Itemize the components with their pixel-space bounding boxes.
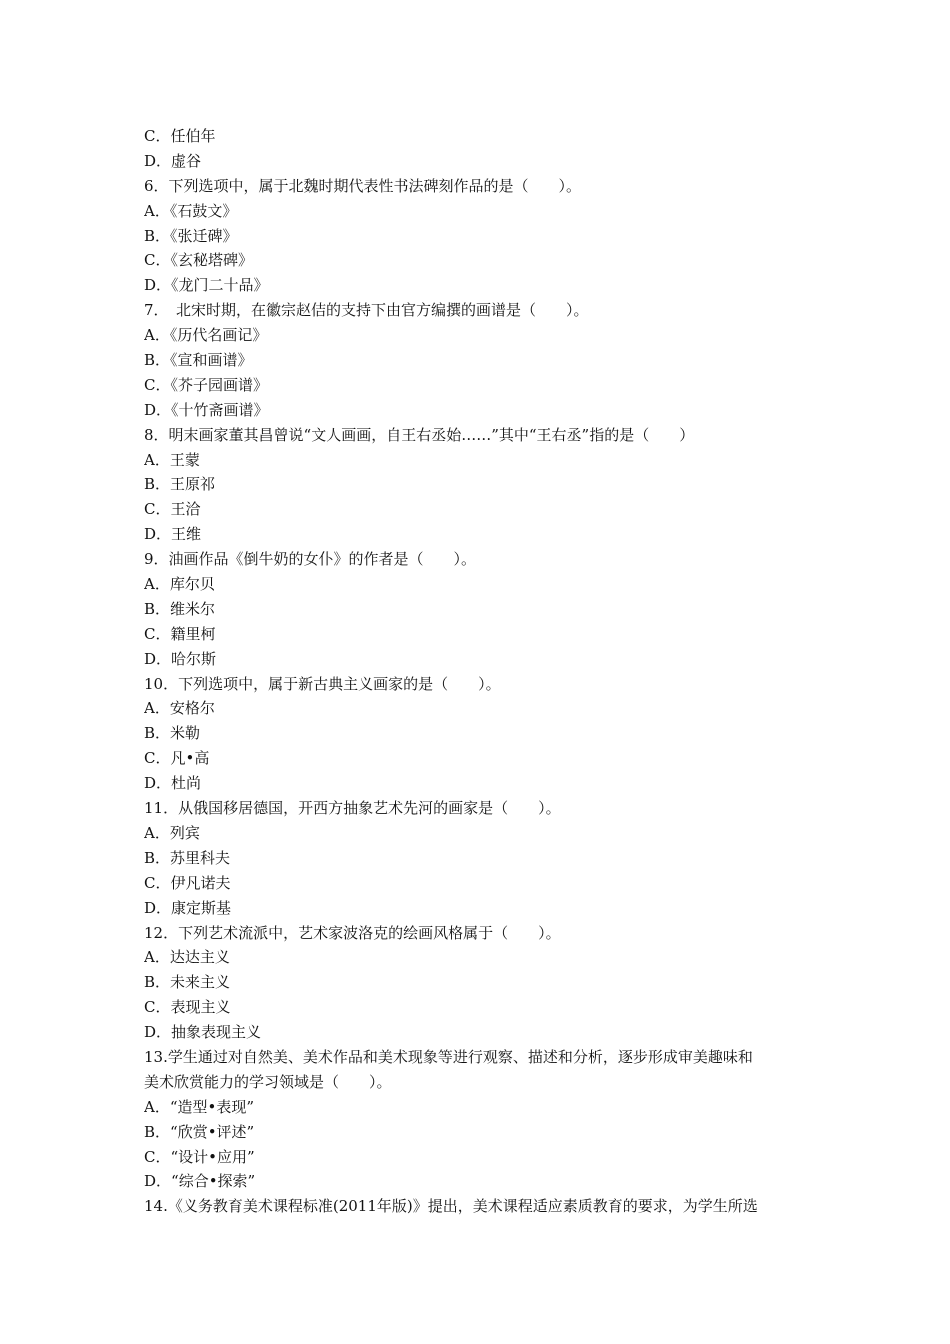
question-text: 7． 北宋时期，在徽宗赵佶的支持下由官方编撰的画谱是（ ）。	[144, 301, 589, 320]
answer-option: B．苏里科夫	[144, 848, 231, 867]
answer-option: B．“欣赏•评述”	[144, 1122, 255, 1141]
answer-option: C．伊凡诺夫	[144, 873, 231, 892]
answer-option: C．表现主义	[144, 998, 231, 1017]
question-text: 10．下列选项中，属于新古典主义画家的是（ ）。	[144, 674, 501, 693]
question-text: 12．下列艺术流派中，艺术家波洛克的绘画风格属于（ ）。	[144, 923, 561, 942]
answer-option: B．未来主义	[144, 973, 231, 992]
answer-option: A．列宾	[144, 823, 200, 842]
question-text: 8．明末画家董其昌曾说“文人画画，自王右丞始……”其中“王右丞”指的是（ ）	[144, 425, 695, 444]
answer-option: C．“设计•应用”	[144, 1147, 255, 1166]
answer-option: C．凡•高	[144, 749, 210, 768]
answer-option: D．《龙门二十品》	[144, 276, 269, 295]
answer-option: B．维米尔	[144, 599, 216, 618]
answer-option: B．《宣和画谱》	[144, 351, 253, 370]
answer-option: A．达达主义	[144, 948, 230, 967]
answer-option: D．“综合•探索”	[144, 1172, 256, 1191]
question-text: 11．从俄国移居德国，开西方抽象艺术先河的画家是（ ）。	[144, 799, 561, 818]
answer-option: A．库尔贝	[144, 575, 215, 594]
question-text: 13.学生通过对自然美、美术作品和美术现象等进行观察、描述和分析，逐步形成审美趣味和	[144, 1047, 753, 1066]
answer-option: C．籍里柯	[144, 624, 216, 643]
answer-option: C．《玄秘塔碑》	[144, 251, 253, 270]
answer-option: B．王原祁	[144, 475, 216, 494]
answer-option: C．任伯年	[144, 127, 216, 145]
answer-option: C．王洽	[144, 500, 201, 519]
answer-option: A．《石鼓文》	[144, 201, 238, 220]
answer-option: D．抽象表现主义	[144, 1023, 262, 1042]
answer-option: A．安格尔	[144, 699, 215, 718]
question-text: 6．下列选项中，属于北魏时期代表性书法碑刻作品的是（ ）。	[144, 176, 582, 195]
answer-option: A．“造型•表现”	[144, 1097, 255, 1116]
answer-option: C．《芥子园画谱》	[144, 375, 268, 394]
question-text: 美术欣赏能力的学习领域是（ ）。	[144, 1072, 392, 1091]
answer-option: D．杜尚	[144, 774, 202, 793]
exam-page	[144, 124, 814, 1219]
answer-option: A．王蒙	[144, 450, 200, 469]
answer-option: D．王维	[144, 525, 202, 544]
answer-option: A．《历代名画记》	[144, 326, 268, 345]
answer-option: B．米勒	[144, 724, 201, 743]
answer-option: D．康定斯基	[144, 898, 232, 917]
question-text: 14.《义务教育美术课程标准(2011年版)》提出，美术课程适应素质教育的要求，为学生所选	[144, 1197, 758, 1216]
answer-option: D．哈尔斯	[144, 649, 217, 668]
question-text: 9．油画作品《倒牛奶的女仆》的作者是（ ）。	[144, 550, 477, 569]
answer-option: D．《十竹斋画谱》	[144, 400, 269, 419]
answer-option: D．虚谷	[144, 151, 202, 170]
answer-option: B．《张迁碑》	[144, 226, 238, 245]
